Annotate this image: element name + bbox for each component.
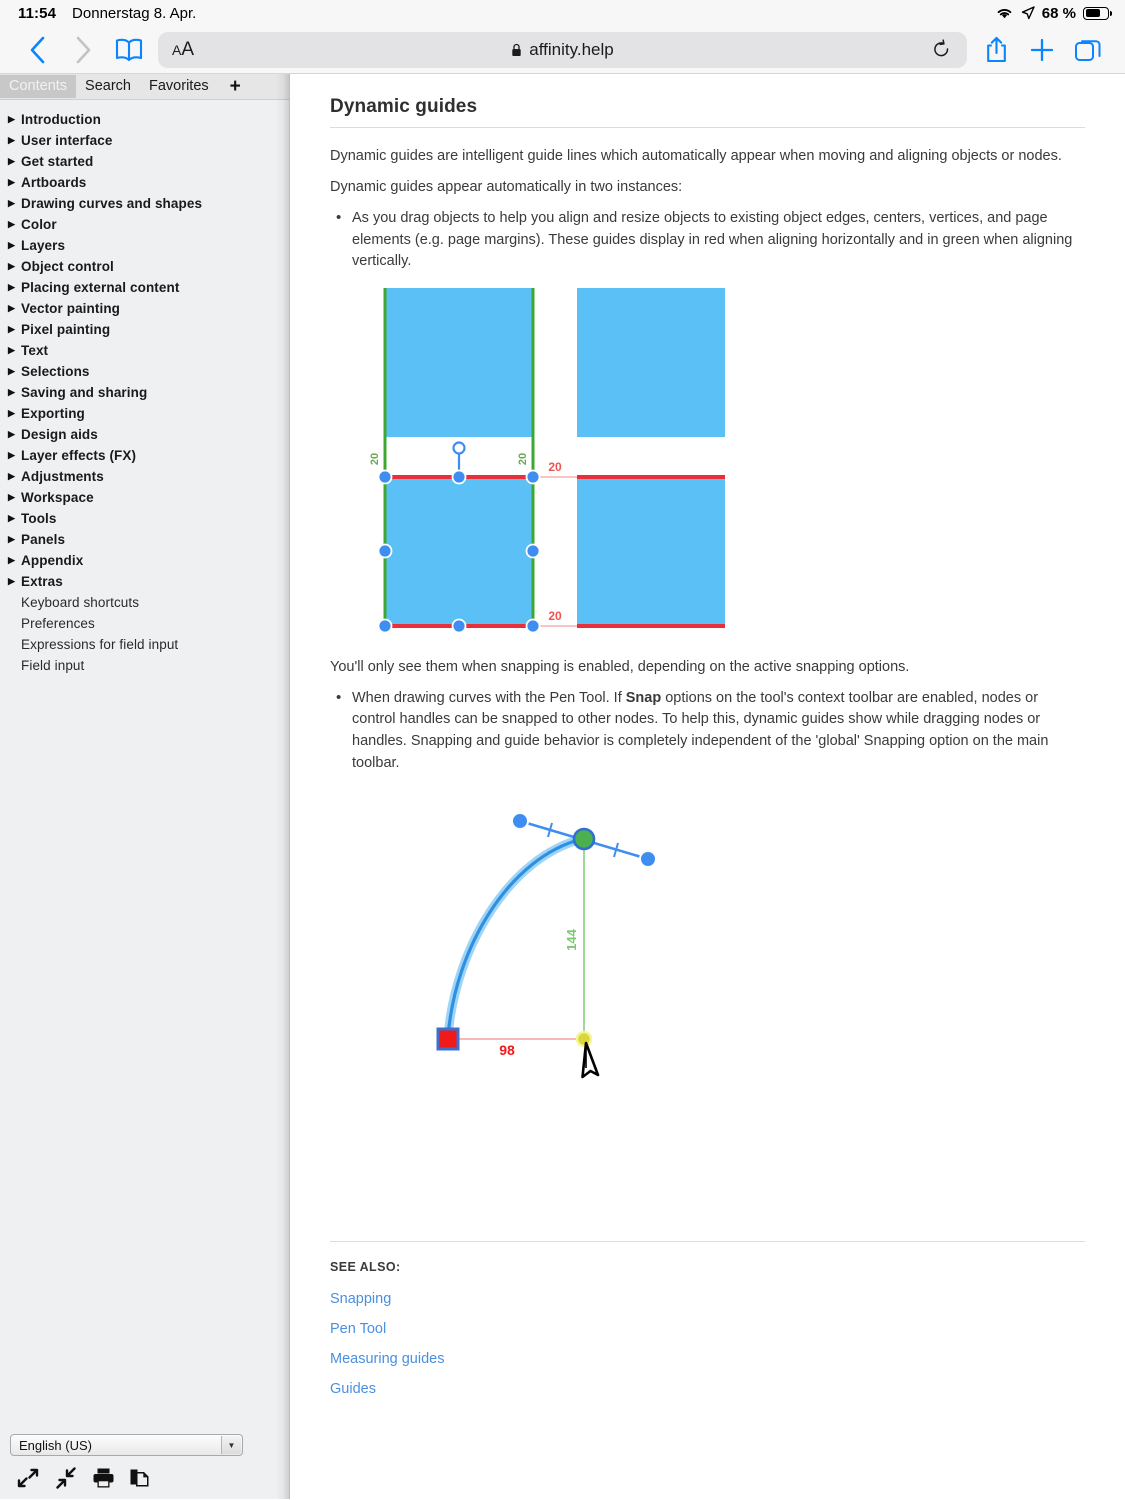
tree-item-workspace[interactable] (0, 487, 289, 508)
tree-item-label: Extras (21, 574, 63, 589)
tree-item-design-aids[interactable] (0, 424, 289, 445)
disclosure-triangle-icon[interactable]: ▶ (8, 492, 16, 502)
guide-label-green-left: 20 (369, 453, 381, 466)
curve-stroke (448, 839, 582, 1037)
battery-icon (1083, 7, 1109, 20)
control-handle-node (640, 851, 656, 867)
see-also-label: SEE ALSO: (330, 1259, 401, 1274)
lock-icon (511, 43, 522, 57)
status-date: Donnerstag 8. Apr. (72, 4, 197, 22)
language-select[interactable] (10, 1434, 243, 1456)
help-sidebar (0, 74, 290, 1499)
text-size-small-a: A (172, 41, 182, 58)
pen-tool-cursor (583, 1043, 599, 1077)
link-guides[interactable]: Guides (330, 1380, 376, 1397)
tree-item-saving-and-sharing[interactable] (0, 382, 289, 403)
tree-item-panels[interactable] (0, 529, 289, 550)
curve-halo (448, 839, 582, 1037)
link-pen-tool[interactable]: Pen Tool (330, 1320, 387, 1337)
tree-item-label: Selections (21, 364, 90, 379)
tree-item-pixel-painting[interactable] (0, 319, 289, 340)
expand-all-icon[interactable] (16, 1467, 40, 1489)
tree-item-label: Object control (21, 259, 114, 274)
list-item (330, 688, 1085, 775)
rect-bottom-right (577, 478, 725, 626)
tree-item-appendix[interactable] (0, 550, 289, 571)
disclosure-triangle-icon[interactable]: ▶ (8, 429, 16, 439)
tree-item-label: User interface (21, 133, 113, 148)
url-text: affinity.help (529, 39, 614, 59)
tree-item-field-input[interactable]: Field input (21, 658, 85, 673)
tree-item-extras[interactable] (0, 571, 289, 592)
snap-target-node (577, 1032, 591, 1046)
add-favorite-button[interactable]: + (229, 76, 241, 97)
selection-node (527, 620, 540, 633)
disclosure-triangle-icon[interactable]: ▶ (8, 177, 16, 187)
new-tab-plus-icon[interactable] (1019, 30, 1065, 70)
tree-item-label: Layer effects (FX) (21, 448, 137, 463)
tree-item-keyboard-shortcuts[interactable]: Keyboard shortcuts (21, 595, 140, 610)
instances-list-2 (330, 688, 1085, 775)
tree-item-label: Panels (21, 532, 66, 547)
disclosure-triangle-icon[interactable]: ▶ (8, 282, 16, 292)
disclosure-triangle-icon[interactable]: ▶ (8, 555, 16, 565)
print-icon[interactable] (92, 1467, 115, 1489)
copy-page-icon[interactable] (129, 1467, 151, 1489)
disclosure-triangle-icon[interactable]: ▶ (8, 366, 16, 376)
see-also-divider (330, 1241, 1085, 1242)
active-node-green (574, 829, 594, 849)
tree-item-label: Drawing curves and shapes (21, 196, 203, 211)
list-item: • As you drag objects to help you align and resize objects to existing object edges, centers, vertices, and page elements (e.g. page margins). These guides display in red when aligning horizontally and in green when aligning vertically. (330, 208, 1085, 273)
tree-item-vector-painting[interactable] (0, 298, 289, 319)
rotation-handle-knob (454, 443, 465, 454)
bullet2-text-b: options on the tool's context toolbar are enabled, nodes or control handles can be snapped to other nodes. To help this, dynamic guides show while dragging nodes or handles. Snapping and guide behavior is completely independent of the 'global' Snapping option on the main toolbar. (352, 689, 1049, 771)
tree-item-label: Design aids (21, 427, 98, 442)
measurement-label-vertical: 144 (564, 928, 579, 951)
disclosure-triangle-icon[interactable]: ▶ (8, 261, 16, 271)
tree-item-selections[interactable] (0, 361, 289, 382)
browser-toolbar (0, 26, 1125, 74)
battery-percent: 68 % (1041, 4, 1076, 22)
tree-item-preferences[interactable]: Preferences (21, 616, 95, 631)
link-measuring-guides[interactable]: Measuring guides (330, 1350, 445, 1367)
pen-tool-dynamic-guides-illustration (330, 797, 1085, 1217)
disclosure-triangle-icon[interactable]: ▶ (8, 135, 16, 145)
tree-item-label: Tools (21, 511, 57, 526)
back-button[interactable] (14, 30, 60, 70)
text-size-button[interactable] (172, 39, 194, 61)
help-article (290, 74, 1125, 1499)
tree-item-artboards[interactable] (0, 172, 289, 193)
disclosure-triangle-icon[interactable]: ▶ (8, 513, 16, 523)
intro-paragraph-1: Dynamic guides are intelligent guide lines which automatically appear when moving and aligning objects or nodes. (330, 148, 1062, 164)
tree-item-adjustments[interactable] (0, 466, 289, 487)
intro-paragraph-2: Dynamic guides appear automatically in two instances: (330, 179, 683, 196)
disclosure-triangle-icon[interactable]: ▶ (8, 450, 16, 460)
text-size-big-a: A (181, 38, 195, 60)
tree-item-user-interface[interactable] (0, 130, 289, 151)
status-time: 11:54 (18, 4, 57, 22)
tabs-icon[interactable] (1065, 30, 1111, 70)
tree-item-drawing-curves-and-shapes[interactable] (0, 193, 289, 214)
wifi-icon (995, 6, 1014, 20)
forward-button[interactable] (60, 30, 106, 70)
rect-bottom-left-dragged (385, 478, 533, 626)
disclosure-triangle-icon[interactable]: ▶ (8, 114, 16, 124)
page-title: Dynamic guides (330, 96, 1085, 128)
selection-node (379, 545, 392, 558)
tree-item-object-control[interactable] (0, 256, 289, 277)
disclosure-triangle-icon[interactable]: ▶ (8, 534, 16, 544)
tree-item-color[interactable] (0, 214, 289, 235)
tree-item-introduction[interactable] (0, 109, 289, 130)
disclosure-triangle-icon[interactable]: ▶ (8, 576, 16, 586)
measurement-label-horizontal: 98 (499, 1041, 515, 1058)
start-node-red-square (438, 1029, 458, 1049)
tab-contents[interactable]: Contents (0, 75, 76, 99)
tree-item-label: Color (21, 217, 57, 232)
tree-item-label: Pixel painting (21, 322, 111, 337)
bullet2-bold-snap: Snap (625, 689, 662, 706)
disclosure-triangle-icon[interactable]: ▶ (8, 408, 16, 418)
contents-tree (0, 100, 289, 1434)
chevron-down-icon[interactable]: ▼ (221, 1436, 241, 1454)
language-value: English (US) (19, 1437, 92, 1453)
tab-favorites[interactable]: Favorites (149, 77, 209, 94)
tree-item-label: Workspace (21, 490, 94, 505)
disclosure-triangle-icon[interactable]: ▶ (8, 387, 16, 397)
tree-item-label: Appendix (21, 553, 84, 568)
tree-item-label: Text (21, 343, 49, 358)
disclosure-triangle-icon[interactable]: ▶ (8, 156, 16, 166)
share-icon[interactable] (973, 30, 1019, 70)
tree-item-placing-external-content[interactable] (0, 277, 289, 298)
disclosure-triangle-icon[interactable]: ▶ (8, 240, 16, 250)
tree-item-exporting[interactable] (0, 403, 289, 424)
tree-item-layers[interactable] (0, 235, 289, 256)
tree-item-label: Placing external content (21, 280, 180, 295)
selection-node (379, 471, 392, 484)
paragraph-snapping-note: You'll only see them when snapping is enabled, depending on the active snapping options. (330, 659, 910, 676)
sidebar-tabs (0, 74, 289, 100)
dynamic-guides-rectangles-illustration (330, 281, 1085, 656)
sidebar-footer (0, 1434, 289, 1499)
control-handle-node (512, 813, 528, 829)
tab-search[interactable]: Search (85, 77, 131, 94)
disclosure-triangle-icon[interactable]: ▶ (8, 219, 16, 229)
book-icon[interactable] (106, 30, 152, 70)
tree-item-label: Artboards (21, 175, 87, 190)
selection-node (527, 545, 540, 558)
selection-node (453, 471, 466, 484)
bullet2-text-a: When drawing curves with the Pen Tool. If (352, 689, 626, 706)
tree-item-get-started[interactable] (0, 151, 289, 172)
status-bar (0, 0, 1125, 26)
tree-item-label: Saving and sharing (21, 385, 148, 400)
selection-node (527, 471, 540, 484)
location-arrow-icon (1021, 6, 1035, 20)
selection-node (453, 620, 466, 633)
instances-list-1 (330, 208, 1085, 273)
tree-item-expressions-for-field-input[interactable]: Expressions for field input (21, 637, 179, 652)
disclosure-triangle-icon[interactable]: ▶ (8, 324, 16, 334)
collapse-all-icon[interactable] (54, 1467, 78, 1489)
disclosure-triangle-icon[interactable]: ▶ (8, 303, 16, 313)
tree-item-label: Vector painting (21, 301, 121, 316)
tree-item-layer-effects-fx[interactable] (0, 445, 289, 466)
rect-top-left (385, 288, 533, 437)
guide-label-green-right: 20 (517, 453, 529, 466)
disclosure-triangle-icon[interactable]: ▶ (8, 198, 16, 208)
tree-item-tools[interactable] (0, 508, 289, 529)
rect-top-right (577, 288, 725, 437)
tree-item-label: Exporting (21, 406, 85, 421)
disclosure-triangle-icon[interactable]: ▶ (8, 471, 16, 481)
reload-icon[interactable] (932, 39, 951, 60)
tree-item-label: Layers (21, 238, 66, 253)
url-bar[interactable] (158, 32, 967, 68)
selection-node (379, 620, 392, 633)
tree-item-label: Adjustments (21, 469, 104, 484)
tree-item-text[interactable] (0, 340, 289, 361)
link-snapping[interactable]: Snapping (330, 1290, 392, 1307)
tree-item-label: Introduction (21, 112, 101, 127)
disclosure-triangle-icon[interactable]: ▶ (8, 345, 16, 355)
guide-label-red-top: 20 (548, 460, 562, 475)
tree-item-label: Get started (21, 154, 94, 169)
guide-label-red-bottom: 20 (548, 609, 562, 624)
